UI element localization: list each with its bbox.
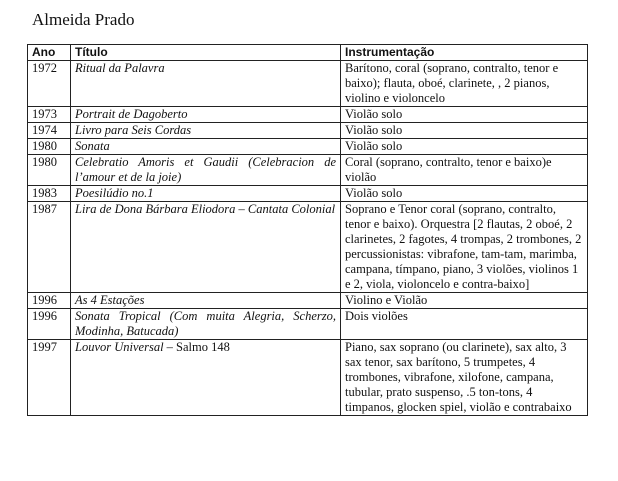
table-header-row — [28, 45, 588, 61]
table-row — [28, 139, 588, 155]
title-text: As 4 Estações — [75, 293, 145, 307]
title-text: Louvor Universal — [75, 340, 164, 354]
cell-instrumentation: Soprano e Tenor coral (soprano, contralto, tenor e baixo). Orquestra [2 flautas, 2 oboé, 2 clarinetes, 2 fagotes, 4 trompas, 2 trombones, 2 percussionistas: vibrafone, tam-tam, marimba, campana, tímpano, piano, 3 violões, violinos 1 e 2, viola, violoncelo e contra-baixo] — [341, 202, 588, 293]
cell-year: 1983 — [28, 186, 71, 202]
cell-instrumentation: Dois violões — [341, 309, 588, 340]
page-title: Almeida Prado — [32, 10, 135, 29]
title-text: Sonata — [75, 139, 110, 153]
cell-year: 1996 — [28, 293, 71, 309]
table-row — [28, 61, 588, 107]
cell-instrumentation: Violão solo — [341, 186, 588, 202]
cell-year: 1996 — [28, 309, 71, 340]
table-row — [28, 202, 588, 293]
cell-title — [71, 61, 341, 107]
works-table — [27, 44, 588, 416]
table-row — [28, 155, 588, 186]
cell-year: 1997 — [28, 340, 71, 416]
cell-instrumentation: Violão solo — [341, 123, 588, 139]
title-suffix: – Salmo 148 — [163, 340, 230, 354]
title-text: Poesilúdio no.1 — [75, 186, 154, 200]
title-text: Sonata Tropical (Com muita Alegria, Scherzo, Modinha, Batucada) — [75, 309, 336, 338]
cell-title — [71, 107, 341, 123]
title-text: Livro para Seis Cordas — [75, 123, 192, 137]
title-text: Portrait de Dagoberto — [75, 107, 188, 121]
cell-instrumentation: Violino e Violão — [341, 293, 588, 309]
cell-title — [71, 139, 341, 155]
cell-title — [71, 202, 341, 293]
cell-year: 1972 — [28, 61, 71, 107]
table-row — [28, 107, 588, 123]
cell-year: 1980 — [28, 155, 71, 186]
header-title: Título — [71, 45, 341, 61]
table-row — [28, 186, 588, 202]
header-instrumentation: Instrumentação — [341, 45, 588, 61]
table-row — [28, 309, 588, 340]
cell-year: 1973 — [28, 107, 71, 123]
cell-year: 1974 — [28, 123, 71, 139]
cell-instrumentation: Barítono, coral (soprano, contralto, tenor e baixo); flauta, oboé, clarinete, , 2 pianos, violino e violoncelo — [341, 61, 588, 107]
cell-title — [71, 186, 341, 202]
cell-instrumentation: Violão solo — [341, 139, 588, 155]
cell-title — [71, 123, 341, 139]
cell-title — [71, 340, 341, 416]
cell-title — [71, 293, 341, 309]
cell-instrumentation: Violão solo — [341, 107, 588, 123]
cell-instrumentation: Coral (soprano, contralto, tenor e baixo)e violão — [341, 155, 588, 186]
table-row — [28, 340, 588, 416]
table-row — [28, 123, 588, 139]
cell-title — [71, 309, 341, 340]
cell-title — [71, 155, 341, 186]
title-text: Celebratio Amoris et Gaudii (Celebracion de l’amour et de la joie) — [75, 155, 336, 184]
cell-instrumentation: Piano, sax soprano (ou clarinete), sax alto, 3 sax tenor, sax barítono, 5 trumpetes, 4 trombones, vibrafone, xilofone, campana, tubular, prato suspenso, .5 ton-tons, 4 timpanos, glocken spiel, violão e contrabaixo — [341, 340, 588, 416]
cell-year: 1980 — [28, 139, 71, 155]
cell-year: 1987 — [28, 202, 71, 293]
title-text: Lira de Dona Bárbara Eliodora – Cantata Colonial — [75, 202, 336, 216]
table-row — [28, 293, 588, 309]
header-year: Ano — [28, 45, 71, 61]
title-text: Ritual da Palavra — [75, 61, 165, 75]
